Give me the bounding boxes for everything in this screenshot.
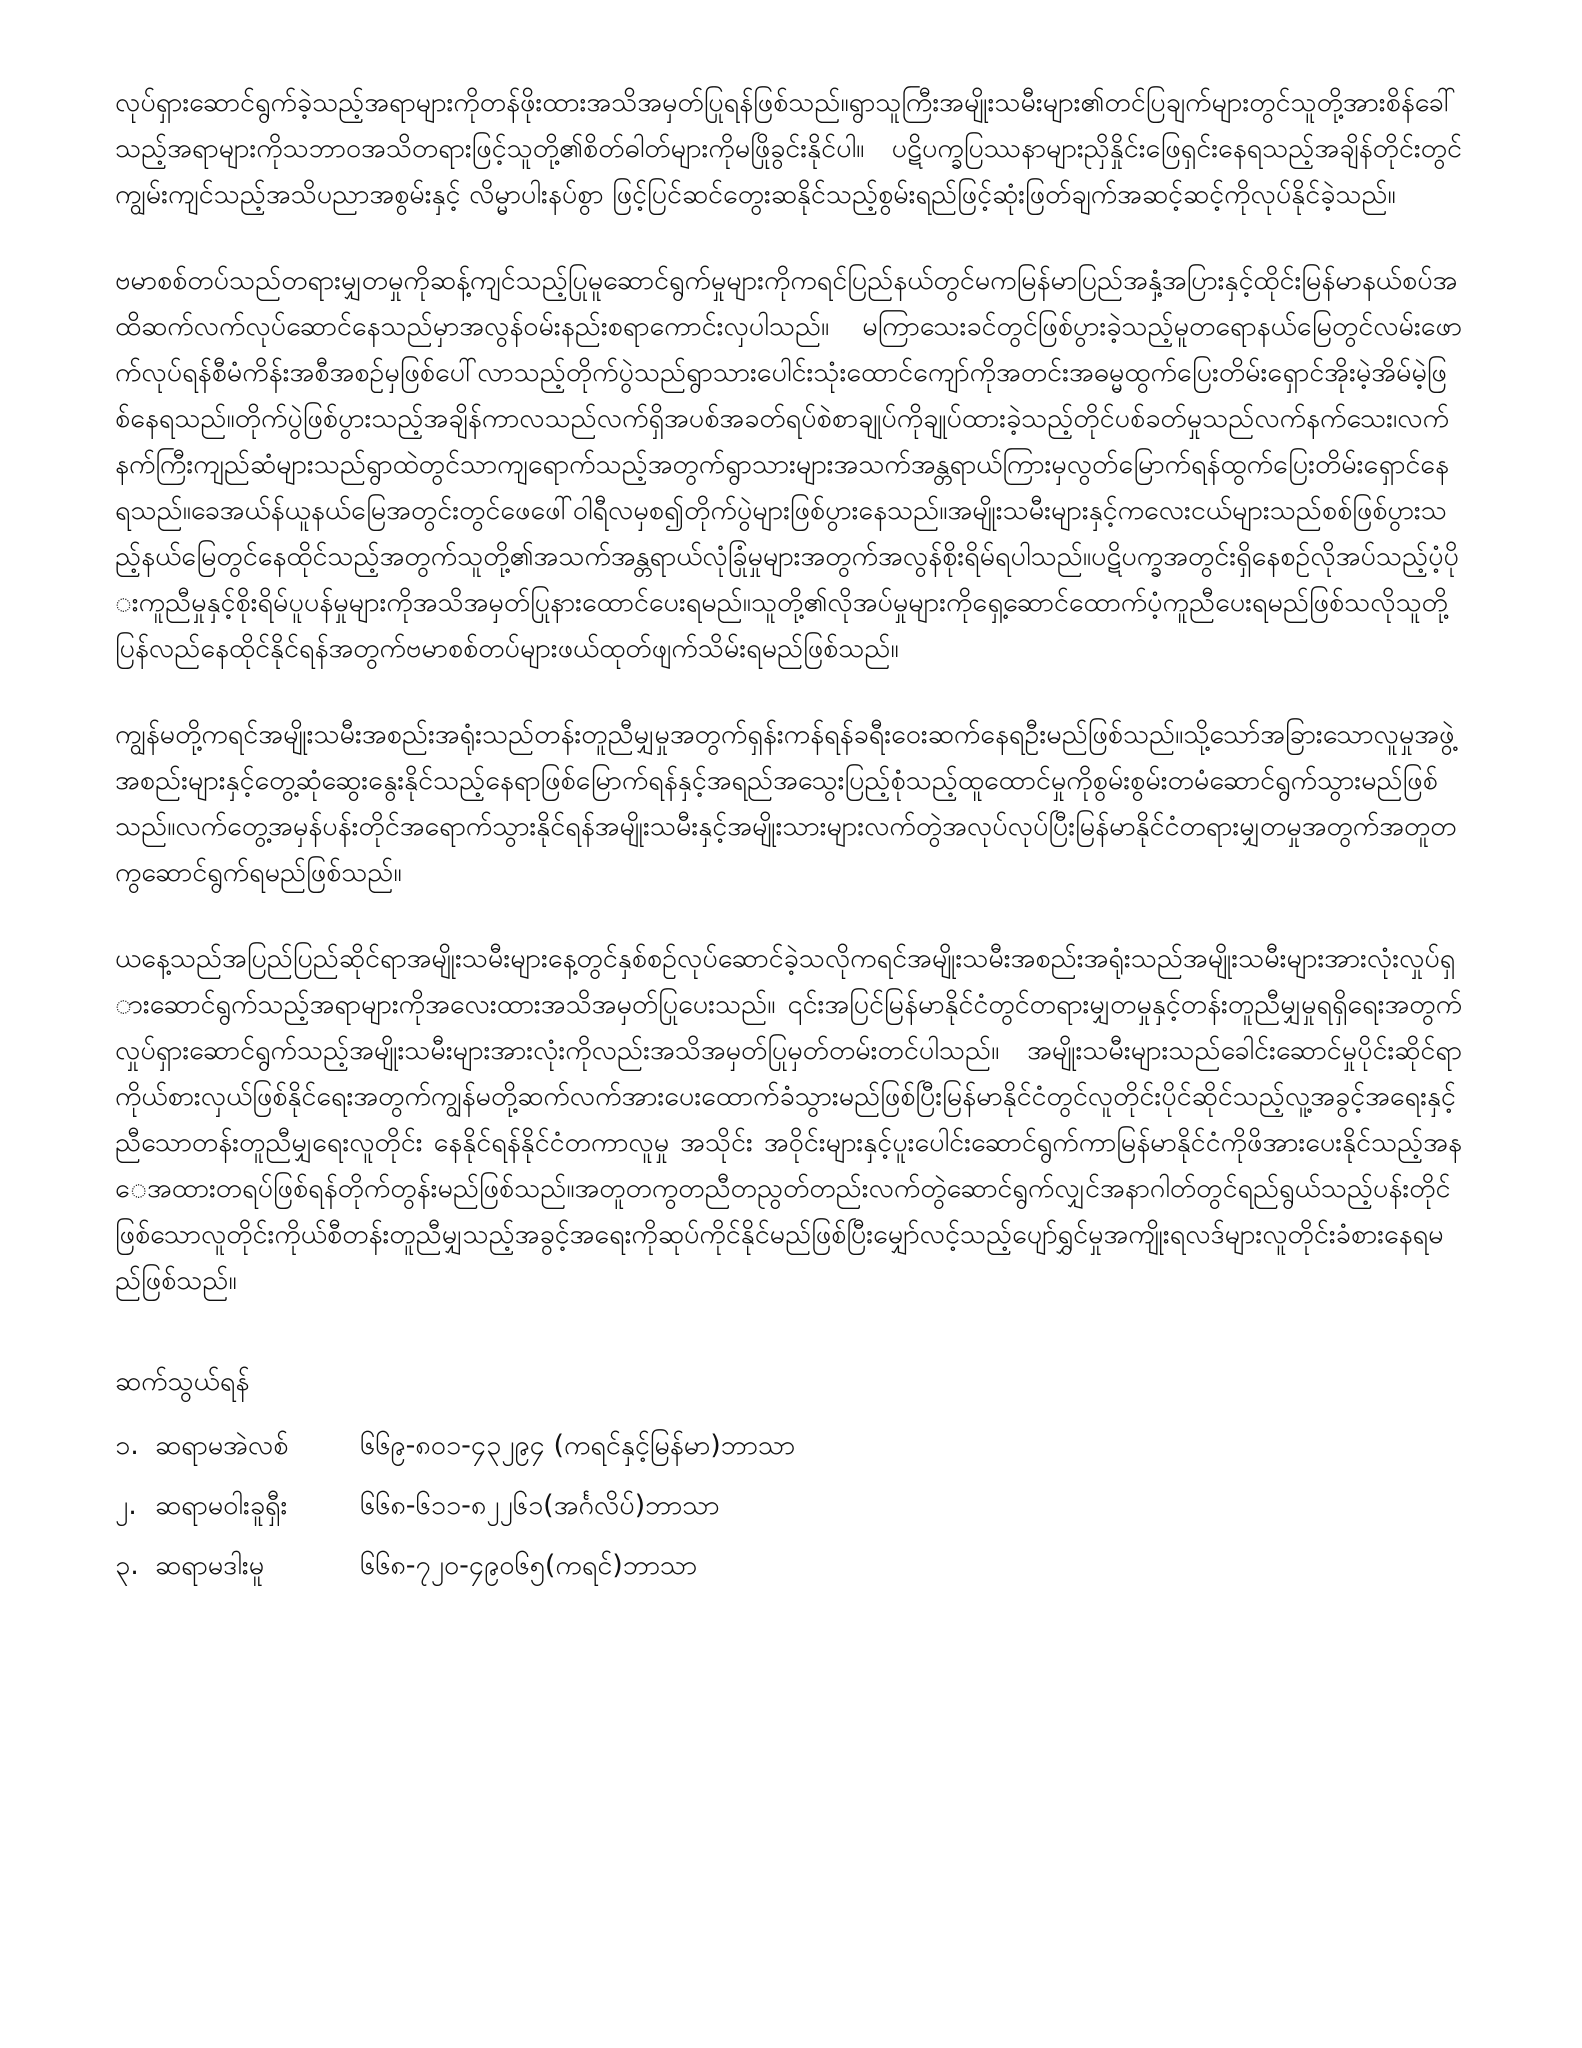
contact-number: ၁. [115, 1430, 139, 1461]
paragraph-2: ဗမာစစ်တပ်သည်တရားမျှတမှုကိုဆန့်ကျင်သည့်ပြုမူဆောင်ရွက်မှုများကိုကရင်ပြည်နယ်တွင်မကမြန်မာပြည်အနှံ့အပြားနှင့်ထိုင်းမြန်မာနယ်စပ်အထိဆက်လက်လုပ်ဆောင်နေသည်မှာအလွန်ဝမ်းနည်းစရာကောင်းလှပါသည်။ မကြာသေးခင်တွင်ဖြစ်ပွားခဲ့သည့်မူတရောနယ်မြေတွင်လမ်းဖောက်လုပ်ရန်စီမံကိန်းအစီအစဉ်မှဖြစ်ပေါ်လာသည့်တိုက်ပွဲသည်ရွာသားပေါင်းသုံးထောင်ကျော်ကိုအတင်းအဓမ္မထွက်ပြေးတိမ်းရှောင်အိုးမဲ့အိမ်မဲ့ဖြစ်နေရသည်။တိုက်ပွဲဖြစ်ပွားသည့်အချိန်ကာလသည်လက်ရှိအပစ်အခတ်ရပ်စဲစာချုပ်ကိုချုပ်ထားခဲ့သည့်တိုင်ပစ်ခတ်မှုသည်လက်နက်သေး၊လက်နက်ကြီးကျည်ဆံများသည်ရွာထဲတွင်သာကျရောက်သည့်အတွက်ရွာသားများအသက်အန္တရာယ်ကြားမှလွတ်မြောက်ရန်ထွက်ပြေးတိမ်းရှောင်နေရသည်။ခေအယ်န်ယူနယ်မြေအတွင်းတွင်ဖေဖေါ်ဝါရီလမှစ၍တိုက်ပွဲများဖြစ်ပွားနေသည်။အမျိုးသမီးများနှင့်ကလေးငယ်များသည်စစ်ဖြစ်ပွားသည့်နယ်မြေတွင်နေထိုင်သည့်အတွက်သူတို့၏အသက်အန္တရာယ်လုံခြုံမှုများအတွက်အလွန်စိုးရိမ်ရပါသည်။ပဋိပက္ခအတွင်းရှိနေစဉ်လိုအပ်သည့်ပံ့ပိုးကူညီမှုနှင့်စိုးရိမ်ပူပန်မှုများကိုအသိအမှတ်ပြုနားထောင်ပေးရမည်။သူတို့၏လိုအပ်မှုများကိုရှေ့ဆောင်ထောက်ပံ့ကူညီပေးရမည်ဖြစ်သလိုသူတို့ပြန်လည်နေထိုင်နိုင်ရန်အတွက်ဗမာစစ်တပ်များဖယ်ထုတ်ဖျက်သိမ်းရမည်ဖြစ်သည်။ [115, 265, 1462, 664]
contact-row [115, 1423, 1462, 1469]
contact-name: ဆရာမဒါးမူ [155, 1550, 265, 1581]
contact-name: ဆရာမဝါးခူရှီး [155, 1490, 288, 1521]
contact-phone: ၆၆၈-၇၂၀-၄၉၀၆၅(ကရင်)ဘာသာ [360, 1550, 698, 1581]
contact-row [115, 1543, 1462, 1589]
contact-row [115, 1483, 1462, 1529]
contact-phone: ၆၆၈-၆၁၁-၈၂၂၆၁(အင်္ဂလိပ်)ဘာသာ [360, 1490, 720, 1521]
paragraph-1: လုပ်ရှားဆောင်ရွက်ခဲ့သည့်အရာများကိုတန်ဖိုးထားအသိအမှတ်ပြုရန်ဖြစ်သည်။ရွာသူကြီးအမျိုးသမီးများ၏တင်ပြချက်များတွင်သူတို့အားစိန်ခေါ်သည့်အရာများကိုသဘာဝအသိတရားဖြင့်သူတို့၏စိတ်ဓါတ်များကိုမဖြိုခွင်းနိုင်ပါ။ ပဋိပက္ခပြဿနာများညှိနှိုင်းဖြေရှင်းနေရသည့်အချိန်တိုင်းတွင် ကျွမ်းကျင်သည့်အသိပညာအစွမ်းနှင့် လိမ္မာပါးနပ်စွာ ဖြင့်ပြင်ဆင်တွေးဆနိုင်သည့်စွမ်းရည်ဖြင့်ဆုံးဖြတ်ချက်အဆင့်ဆင့်ကိုလုပ်နိုင်ခဲ့သည်။ [115, 87, 1462, 210]
paragraph-3: ကျွန်မတို့ကရင်အမျိုးသမီးအစည်းအရုံးသည်တန်းတူညီမျှမှုအတွက်ရှန်းကန်ရန်ခရီးဝေးဆက်နေရဦးမည်ဖြစ်သည်။သို့သော်အခြားသောလူမှုအဖွဲ့အစည်းများနှင့်တွေ့ဆုံဆွေးနွေးနိုင်သည့်နေရာဖြစ်မြောက်ရန်နှင့်အရည်အသွေးပြည့်စုံသည့်ထူထောင်မှုကိုစွမ်းစွမ်းတမံဆောင်ရွက်သွားမည်ဖြစ်သည်။လက်တွေ့အမှန်ပန်းတိုင်အရောက်သွားနိုင်ရန်အမျိုးသမီးနှင့်အမျိုးသားများလက်တွဲအလုပ်လုပ်ပြီးမြန်မာနိုင်ငံတရားမျှတမှုအတွက်အတူတကွဆောင်ရွက်ရမည်ဖြစ်သည်။ [115, 719, 1457, 888]
contacts-title: ဆက်သွယ်ရန် [115, 1366, 250, 1397]
contact-name: ဆရာမအဲလစ် [155, 1430, 289, 1461]
contact-phone: ၆၆၉-၈၀၁-၄၃၂၉၄ (ကရင်နှင့်မြန်မာ)ဘာသာ [360, 1430, 796, 1461]
contact-number: ၃. [115, 1550, 139, 1581]
contacts-section [115, 1359, 1462, 1589]
contact-number: ၂. [115, 1490, 137, 1521]
paragraph-4: ယနေ့သည်အပြည်ပြည်ဆိုင်ရာအမျိုးသမီးများနေ့တွင်နှစ်စဉ်လုပ်ဆောင်ခဲ့သလိုကရင်အမျိုးသမီးအစည်းအရုံးသည်အမျိုးသမီးများအားလုံးလှုပ်ရှားဆောင်ရွက်သည့်အရာများကိုအလေးထားအသိအမှတ်ပြုပေးသည်။ ၎င်းအပြင်မြန်မာနိုင်ငံတွင်တရားမျှတမှုနှင့်တန်းတူညီမျှမှုရရှိရေးအတွက်လှုပ်ရှားဆောင်ရွက်သည့်အမျိုးသမီးများအားလုံးကိုလည်းအသိအမှတ်ပြုမှတ်တမ်းတင်ပါသည်။ အမျိုးသမီးများသည်ခေါင်းဆောင်မှုပိုင်းဆိုင်ရာကိုယ်စားလှယ်ဖြစ်နိုင်ရေးအတွက်ကျွန်မတို့ဆက်လက်အားပေးထောက်ခံသွားမည်ဖြစ်ပြီးမြန်မာနိုင်ငံတွင်လူတိုင်းပိုင်ဆိုင်သည့်လူ့အခွင့်အရေးနှင့် ညီသောတန်းတူညီမျှရေးလူတိုင်း နေနိုင်ရန်နိုင်ငံတကာလူမှု အသိုင်း အဝိုင်းများနှင့်ပူးပေါင်းဆောင်ရွက်ကာမြန်မာနိုင်ငံကိုဖိအားပေးနိုင်သည့်အနေအထားတရပ်ဖြစ်ရန်တိုက်တွန်းမည်ဖြစ်သည်။အတူတကွတညီတညွတ်တည်းလက်တွဲဆောင်ရွက်လျှင်အနာဂါတ်တွင်ရည်ရွယ်သည့်ပန်းတိုင်ဖြစ်သောလူတိုင်းကိုယ်စီတန်းတူညီမျှသည့်အခွင့်အရေးကိုဆုပ်ကိုင်နိုင်မည်ဖြစ်ပြီးမျှော်လင့်သည့်ပျော်ရွှင်မှုအကျိုးရလဒ်များလူတိုင်းခံစားနေရမည်ဖြစ်သည်။ [115, 943, 1462, 1296]
